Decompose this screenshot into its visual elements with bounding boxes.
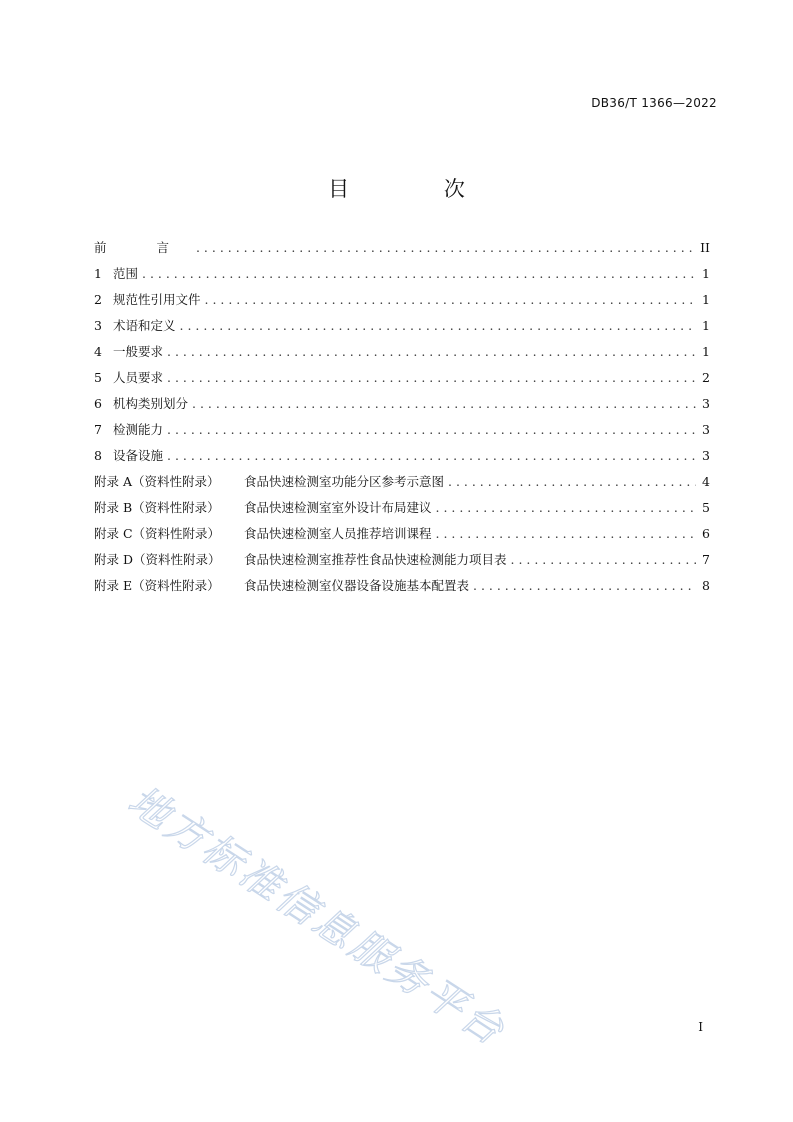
toc-entry-label: [94, 263, 138, 285]
page-title: 目 次: [328, 177, 509, 201]
toc-entry-text: 机构类别划分: [113, 396, 189, 411]
toc-entry-page: 6: [702, 526, 710, 541]
toc-entry-annex-c[interactable]: [94, 523, 710, 549]
toc-annex-tag: 附录 E（资料性附录）: [94, 578, 220, 593]
toc-entry-number: 3: [94, 318, 102, 333]
toc-leader-dots: [436, 523, 696, 545]
toc-entry-label: [94, 341, 163, 363]
toc-annex-tag: 附录 D（资料性附录）: [94, 552, 221, 567]
toc-entry-page: II: [700, 240, 710, 255]
toc-entry-page: 1: [702, 318, 710, 333]
toc-leader-dots: [473, 575, 696, 597]
toc-leader-dots: [180, 315, 696, 337]
toc-entry-number: 6: [94, 396, 102, 411]
toc-entry-text: 检测能力: [113, 422, 164, 437]
toc-entry-chapter-2[interactable]: [94, 289, 710, 315]
toc-leader-dots: [167, 367, 696, 389]
toc-leader-dots: [511, 549, 696, 571]
toc-entry-text: 食品快速检测室功能分区参考示意图: [244, 474, 445, 489]
watermark: 地方标准信息服务平台: [120, 777, 515, 1056]
toc-entry-page: 5: [702, 500, 710, 515]
toc-leader-dots: [167, 445, 696, 467]
document-code: DB36/T 1366—2022: [591, 96, 717, 110]
toc-leader-dots: [205, 289, 696, 311]
toc-leader-dots: [192, 393, 696, 415]
toc-entry-label: [94, 549, 507, 571]
toc-entry-number: 7: [94, 422, 102, 437]
toc-entry-chapter-1[interactable]: [94, 263, 710, 289]
toc-annex-tag: 附录 A（资料性附录）: [94, 474, 220, 489]
toc-entry-page: 1: [702, 344, 710, 359]
toc-entry-page: 8: [702, 578, 710, 593]
toc-entry-label: [94, 315, 176, 337]
toc-entry-chapter-3[interactable]: [94, 315, 710, 341]
toc-entry-label: [94, 471, 444, 493]
toc-entry-label: [94, 445, 163, 467]
toc-entry-page: 3: [702, 396, 710, 411]
toc-entry-annex-a[interactable]: [94, 471, 710, 497]
toc-entry-label: [94, 575, 469, 597]
toc-entry-page: 7: [702, 552, 710, 567]
page-number: I: [698, 1020, 703, 1034]
toc-entry-text: 范围: [113, 266, 139, 281]
toc-entry-label: [94, 367, 163, 389]
toc-entry-number: 2: [94, 292, 102, 307]
toc-entry-annex-b[interactable]: [94, 497, 710, 523]
toc-entry-number: 5: [94, 370, 102, 385]
toc-entry-text: 一般要求: [113, 344, 164, 359]
toc-annex-tag: 附录 B（资料性附录）: [94, 500, 220, 515]
toc-entry-page: 4: [702, 474, 710, 489]
table-of-contents: [94, 237, 710, 601]
toc-entry-number: 8: [94, 448, 102, 463]
toc-entry-text: 规范性引用文件: [113, 292, 201, 307]
toc-entry-page: 1: [702, 292, 710, 307]
toc-leader-dots: [196, 237, 696, 259]
toc-leader-dots: [448, 471, 696, 493]
toc-entry-chapter-6[interactable]: [94, 393, 710, 419]
toc-entry-text: 术语和定义: [113, 318, 176, 333]
toc-entry-chapter-7[interactable]: [94, 419, 710, 445]
toc-entry-page: 1: [702, 266, 710, 281]
toc-entry-page: 2: [702, 370, 710, 385]
toc-entry-number: 1: [94, 266, 102, 281]
toc-entry-label: [94, 419, 163, 441]
toc-entry-number: 4: [94, 344, 102, 359]
toc-entry-text: 食品快速检测室仪器设备设施基本配置表: [244, 578, 470, 593]
toc-leader-dots: [167, 419, 696, 441]
toc-entry-text: 食品快速检测室室外设计布局建议: [244, 500, 432, 515]
toc-entry-text: 食品快速检测室人员推荐培训课程: [244, 526, 432, 541]
toc-entry-chapter-5[interactable]: [94, 367, 710, 393]
toc-entry-text: 设备设施: [113, 448, 164, 463]
toc-entry-chapter-4[interactable]: [94, 341, 710, 367]
toc-entry-text: 人员要求: [113, 370, 164, 385]
toc-entry-page: 3: [702, 448, 710, 463]
toc-leader-dots: [167, 341, 696, 363]
toc-entry-label: [94, 497, 432, 519]
toc-entry-label: [94, 393, 188, 415]
toc-entry-label: [94, 289, 201, 311]
toc-leader-dots: [436, 497, 696, 519]
toc-entry-label: 前 言: [94, 240, 192, 255]
toc-entry-label: [94, 523, 432, 545]
toc-entry-annex-e[interactable]: [94, 575, 710, 601]
toc-entry-preface[interactable]: [94, 237, 710, 263]
toc-entry-text: 食品快速检测室推荐性食品快速检测能力项目表: [244, 552, 507, 567]
toc-entry-chapter-8[interactable]: [94, 445, 710, 471]
toc-entry-annex-d[interactable]: [94, 549, 710, 575]
toc-annex-tag: 附录 C（资料性附录）: [94, 526, 221, 541]
toc-leader-dots: [142, 263, 696, 285]
toc-entry-page: 3: [702, 422, 710, 437]
